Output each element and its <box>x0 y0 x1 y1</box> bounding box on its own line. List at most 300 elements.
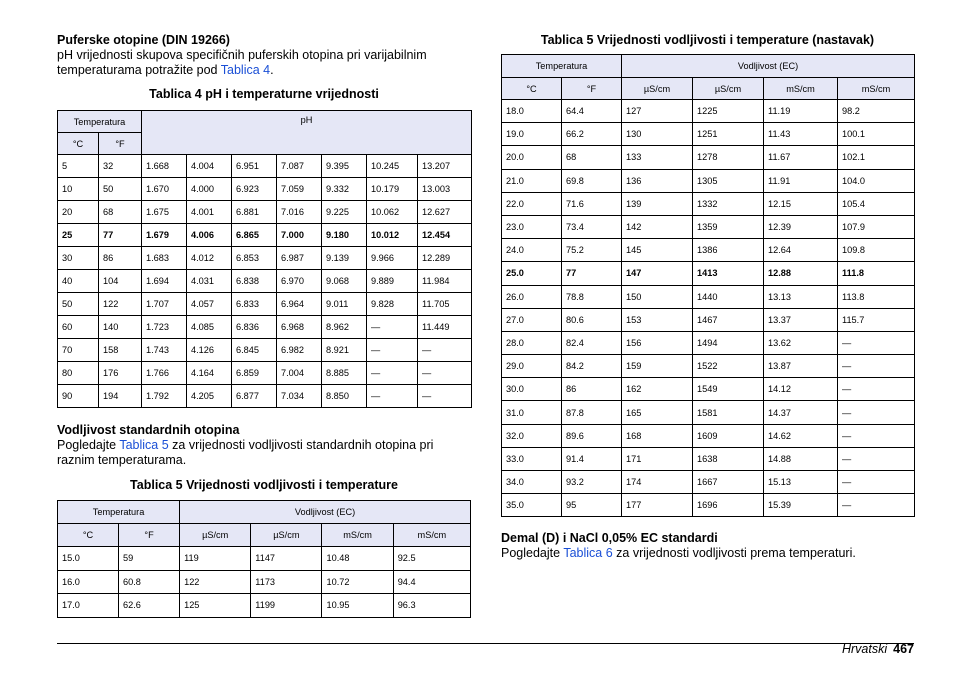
table-cell: 145 <box>622 239 693 262</box>
table-cell: 5 <box>58 155 99 178</box>
table-cell: 86 <box>562 378 622 401</box>
table-cell: 10.95 <box>322 594 393 618</box>
table-cell: 4.000 <box>187 178 232 201</box>
table-cell: 17.0 <box>58 594 119 618</box>
table-cell: 12.64 <box>764 239 838 262</box>
table-cell: 64.4 <box>562 100 622 123</box>
table-cell: 105.4 <box>838 192 915 215</box>
table-cell: 162 <box>622 378 693 401</box>
table-cell: 174 <box>622 471 693 494</box>
table-cell: 27.0 <box>502 308 562 331</box>
table-cell: — <box>367 316 418 339</box>
table-cell: 177 <box>622 494 693 517</box>
table-cell: 11.67 <box>764 146 838 169</box>
table-cell: — <box>838 471 915 494</box>
table-subheader: µS/cm <box>180 524 251 547</box>
table-cell: 139 <box>622 192 693 215</box>
table-row <box>502 285 915 308</box>
table-subheader: mS/cm <box>764 78 838 100</box>
table-row <box>58 247 472 270</box>
table-cell: 33.0 <box>502 447 562 470</box>
table-cell: 6.853 <box>232 247 277 270</box>
table-cell: 9.225 <box>322 201 367 224</box>
table-row <box>502 355 915 378</box>
table-cell: 82.4 <box>562 331 622 354</box>
table-cell: 9.180 <box>322 224 367 247</box>
table-cell: 1.707 <box>142 293 187 316</box>
table-cell: 80 <box>58 362 99 385</box>
table-cell: 16.0 <box>58 570 119 594</box>
table-cell: 9.139 <box>322 247 367 270</box>
table-cell: 4.205 <box>187 385 232 408</box>
table-cell: 1638 <box>693 447 764 470</box>
table-cell: 158 <box>99 339 142 362</box>
table-cell: 30.0 <box>502 378 562 401</box>
table-cell: 7.004 <box>277 362 322 385</box>
table-cell: 1.675 <box>142 201 187 224</box>
link-table-4[interactable]: Tablica 4 <box>220 63 271 77</box>
table-cell: — <box>838 355 915 378</box>
table-cell: 70 <box>58 339 99 362</box>
table-cell: 28.0 <box>502 331 562 354</box>
table-cell: 12.454 <box>418 224 472 247</box>
table-cell: 1147 <box>251 547 322 571</box>
table-cell: 35.0 <box>502 494 562 517</box>
table-cell: 115.7 <box>838 308 915 331</box>
table-cell: 10.012 <box>367 224 418 247</box>
table-row <box>58 270 472 293</box>
table-cell: 133 <box>622 146 693 169</box>
table-row <box>502 378 915 401</box>
table4 <box>57 110 472 408</box>
table-cell: 93.2 <box>562 471 622 494</box>
table-cell: — <box>838 378 915 401</box>
table-cell: 1251 <box>693 123 764 146</box>
table-cell: 1.683 <box>142 247 187 270</box>
table-cell: 1.792 <box>142 385 187 408</box>
table4-sub-celsius: °C <box>58 133 99 155</box>
table-cell: 7.000 <box>277 224 322 247</box>
table-cell: 21.0 <box>502 169 562 192</box>
table-cell: 10.48 <box>322 547 393 571</box>
table-cell: 34.0 <box>502 471 562 494</box>
table-cell: 14.37 <box>764 401 838 424</box>
table-cell: 125 <box>180 594 251 618</box>
table-cell: 50 <box>99 178 142 201</box>
table-cell: 69.8 <box>562 169 622 192</box>
table-cell: 6.923 <box>232 178 277 201</box>
table-cell: 10 <box>58 178 99 201</box>
table-cell: 8.850 <box>322 385 367 408</box>
table-cell: 90 <box>58 385 99 408</box>
table-cell: 1.766 <box>142 362 187 385</box>
table5 <box>57 500 471 618</box>
table-cell: 6.833 <box>232 293 277 316</box>
table-cell: 104 <box>99 270 142 293</box>
table-cell: — <box>367 385 418 408</box>
table-cell: — <box>838 331 915 354</box>
table-subheader: °F <box>562 78 622 100</box>
table-cell: 104.0 <box>838 169 915 192</box>
table-subheader: °C <box>58 524 119 547</box>
table-cell: 176 <box>99 362 142 385</box>
table-cell: 8.921 <box>322 339 367 362</box>
table-cell: 7.087 <box>277 155 322 178</box>
table-cell: 9.332 <box>322 178 367 201</box>
table-cell: 119 <box>180 547 251 571</box>
table-cell: 1305 <box>693 169 764 192</box>
table-cell: 6.859 <box>232 362 277 385</box>
table-cell: 1494 <box>693 331 764 354</box>
table-cell: 60 <box>58 316 99 339</box>
table-subheader: mS/cm <box>322 524 393 547</box>
table-cell: 13.37 <box>764 308 838 331</box>
table-cell: 9.889 <box>367 270 418 293</box>
table-cell: 1549 <box>693 378 764 401</box>
table-cell: 11.984 <box>418 270 472 293</box>
table-row <box>502 146 915 169</box>
table-cell: 75.2 <box>562 239 622 262</box>
paragraph-text: Pogledajte <box>501 546 564 561</box>
table-cell: 9.966 <box>367 247 418 270</box>
table-cell: 12.39 <box>764 215 838 238</box>
table-cell: 6.968 <box>277 316 322 339</box>
table-cell: 9.395 <box>322 155 367 178</box>
table5c-header-temperature: Temperatura <box>502 55 622 78</box>
table-row <box>502 424 915 447</box>
table-cell: 1359 <box>693 215 764 238</box>
table-cell: 20 <box>58 201 99 224</box>
link-table-6[interactable]: Tablica 6 <box>563 546 613 561</box>
table-cell: 8.962 <box>322 316 367 339</box>
table-cell: 1413 <box>693 262 764 285</box>
table-cell: 80.6 <box>562 308 622 331</box>
table-cell: 1.668 <box>142 155 187 178</box>
table-cell: 122 <box>180 570 251 594</box>
table-cell: 6.987 <box>277 247 322 270</box>
table-cell: 142 <box>622 215 693 238</box>
table-cell: 156 <box>622 331 693 354</box>
table5c-header-conductivity: Vodljivost (EC) <box>622 55 915 78</box>
table-subheader: °C <box>502 78 562 100</box>
table5-caption: Tablica 5 Vrijednosti vodljivosti i temperature <box>130 478 398 492</box>
table5-continued <box>501 54 915 517</box>
table-cell: 1332 <box>693 192 764 215</box>
table-cell: 6.964 <box>277 293 322 316</box>
table-row <box>502 308 915 331</box>
table-row <box>502 401 915 424</box>
table-cell: 111.8 <box>838 262 915 285</box>
table-cell: 12.627 <box>418 201 472 224</box>
table-row <box>502 447 915 470</box>
table-cell: 18.0 <box>502 100 562 123</box>
table-cell: 168 <box>622 424 693 447</box>
table-cell: 4.012 <box>187 247 232 270</box>
table-cell: 13.207 <box>418 155 472 178</box>
table-cell: 66.2 <box>562 123 622 146</box>
table-row <box>502 215 915 238</box>
paragraph-demal <box>501 546 914 561</box>
table-cell: 1.670 <box>142 178 187 201</box>
table-cell: 25 <box>58 224 99 247</box>
table-row <box>502 192 915 215</box>
paragraph-text-end: . <box>270 63 274 77</box>
table-cell: 171 <box>622 447 693 470</box>
table-cell: 100.1 <box>838 123 915 146</box>
table-cell: 1667 <box>693 471 764 494</box>
table-cell: 11.91 <box>764 169 838 192</box>
table-cell: 6.865 <box>232 224 277 247</box>
table-cell: 31.0 <box>502 401 562 424</box>
table-cell: 19.0 <box>502 123 562 146</box>
table-row <box>58 547 471 571</box>
table-cell: 1225 <box>693 100 764 123</box>
table-cell: 12.88 <box>764 262 838 285</box>
table-row <box>58 594 471 618</box>
table-cell: 6.836 <box>232 316 277 339</box>
left-column <box>57 33 471 618</box>
paragraph-buffer <box>57 48 471 78</box>
table-cell: 109.8 <box>838 239 915 262</box>
table-cell: 40 <box>58 270 99 293</box>
table-cell: 12.15 <box>764 192 838 215</box>
page-number: 467 <box>893 642 914 656</box>
table4-sub-fahrenheit: °F <box>99 133 142 155</box>
table-cell: 32.0 <box>502 424 562 447</box>
table-row <box>502 494 915 517</box>
table-row <box>58 201 472 224</box>
table-row <box>502 100 915 123</box>
paragraph-text: pH vrijednosti skupova specifičnih puferskih otopina pri varijabilnim temperaturama potražite pod <box>57 48 427 77</box>
table-cell: 130 <box>622 123 693 146</box>
table-cell: 10.72 <box>322 570 393 594</box>
table-row <box>58 293 472 316</box>
table-cell: 6.838 <box>232 270 277 293</box>
table-cell: 14.88 <box>764 447 838 470</box>
table-cell: 1522 <box>693 355 764 378</box>
table-cell: 6.951 <box>232 155 277 178</box>
table-cell: 1199 <box>251 594 322 618</box>
table-cell: 14.12 <box>764 378 838 401</box>
table-cell: 92.5 <box>393 547 470 571</box>
table-row <box>58 385 472 408</box>
table-row <box>58 362 472 385</box>
table-cell: 1609 <box>693 424 764 447</box>
table-cell: 4.126 <box>187 339 232 362</box>
table-cell: 4.001 <box>187 201 232 224</box>
table-cell: 4.164 <box>187 362 232 385</box>
table-cell: 78.8 <box>562 285 622 308</box>
table-cell: 20.0 <box>502 146 562 169</box>
table-cell: 32 <box>99 155 142 178</box>
table-cell: 113.8 <box>838 285 915 308</box>
table-cell: 1278 <box>693 146 764 169</box>
table-cell: 22.0 <box>502 192 562 215</box>
paragraph-text-end: za vrijednosti vodljivosti prema temperaturi. <box>612 546 856 561</box>
table-cell: 194 <box>99 385 142 408</box>
table-cell: 23.0 <box>502 215 562 238</box>
table-row <box>58 178 472 201</box>
table-cell: 1696 <box>693 494 764 517</box>
table4-header-temperature: Temperatura <box>58 111 142 133</box>
table4-header-ph: pH <box>142 111 472 155</box>
table-cell: 1.694 <box>142 270 187 293</box>
table-cell: 153 <box>622 308 693 331</box>
table-cell: 102.1 <box>838 146 915 169</box>
table-cell: 89.6 <box>562 424 622 447</box>
footer-divider <box>57 643 914 644</box>
table-cell: 7.034 <box>277 385 322 408</box>
table5-continued-caption: Tablica 5 Vrijednosti vodljivosti i temperature (nastavak) <box>540 33 875 47</box>
table-cell: — <box>418 362 472 385</box>
table-cell: 13.62 <box>764 331 838 354</box>
heading-conductivity-standards: Vodljivost standardnih otopina <box>57 423 240 437</box>
table-cell: 29.0 <box>502 355 562 378</box>
table-cell: — <box>838 401 915 424</box>
table-cell: 1173 <box>251 570 322 594</box>
table-subheader: µS/cm <box>693 78 764 100</box>
table-cell: 4.006 <box>187 224 232 247</box>
table-cell: 7.016 <box>277 201 322 224</box>
table-cell: 6.881 <box>232 201 277 224</box>
table-cell: 15.13 <box>764 471 838 494</box>
table-cell: 15.39 <box>764 494 838 517</box>
table-cell: — <box>418 339 472 362</box>
table-subheader: mS/cm <box>393 524 470 547</box>
table-cell: 4.057 <box>187 293 232 316</box>
table-cell: 95 <box>562 494 622 517</box>
table-cell: 6.970 <box>277 270 322 293</box>
table-row <box>58 155 472 178</box>
table-cell: 10.062 <box>367 201 418 224</box>
table5-header-temperature: Temperatura <box>58 501 180 524</box>
footer-language: Hrvatski <box>841 642 888 656</box>
table-cell: — <box>838 447 915 470</box>
table-cell: 4.085 <box>187 316 232 339</box>
paragraph-conductivity <box>57 438 471 468</box>
table-cell: 98.2 <box>838 100 915 123</box>
table-cell: 96.3 <box>393 594 470 618</box>
table-cell: 10.179 <box>367 178 418 201</box>
table-cell: 68 <box>99 201 142 224</box>
table5-header-conductivity: Vodljivost (EC) <box>180 501 471 524</box>
table-cell: 24.0 <box>502 239 562 262</box>
table-cell: 1.679 <box>142 224 187 247</box>
table-cell: 6.845 <box>232 339 277 362</box>
table-cell: 14.62 <box>764 424 838 447</box>
table-cell: 127 <box>622 100 693 123</box>
table-cell: 1467 <box>693 308 764 331</box>
table-cell: 50 <box>58 293 99 316</box>
table4-caption: Tablica 4 pH i temperaturne vrijednosti <box>149 87 379 101</box>
table-cell: 94.4 <box>393 570 470 594</box>
table-cell: 59 <box>119 547 180 571</box>
table-cell: 4.004 <box>187 155 232 178</box>
table-subheader: µS/cm <box>622 78 693 100</box>
table-cell: 7.059 <box>277 178 322 201</box>
link-table-5[interactable]: Tablica 5 <box>119 438 169 452</box>
table-cell: 15.0 <box>58 547 119 571</box>
table-cell: 150 <box>622 285 693 308</box>
table-cell: 165 <box>622 401 693 424</box>
table-cell: 25.0 <box>502 262 562 285</box>
table-cell: 91.4 <box>562 447 622 470</box>
table-subheader: µS/cm <box>251 524 322 547</box>
table-cell: 1581 <box>693 401 764 424</box>
table-cell: — <box>418 385 472 408</box>
table-cell: 9.011 <box>322 293 367 316</box>
table-cell: 9.828 <box>367 293 418 316</box>
table-cell: 11.449 <box>418 316 472 339</box>
table-cell: 71.6 <box>562 192 622 215</box>
table-cell: — <box>367 362 418 385</box>
table-row <box>502 169 915 192</box>
table-cell: 147 <box>622 262 693 285</box>
page-footer <box>842 642 914 656</box>
table-row <box>58 224 472 247</box>
table-row <box>502 471 915 494</box>
table-cell: 68 <box>562 146 622 169</box>
table-cell: 84.2 <box>562 355 622 378</box>
table-cell: 4.031 <box>187 270 232 293</box>
table-row <box>502 239 915 262</box>
table-row <box>58 339 472 362</box>
table-cell: 136 <box>622 169 693 192</box>
table-row <box>502 331 915 354</box>
table-subheader: °F <box>119 524 180 547</box>
table-cell: 77 <box>99 224 142 247</box>
table-cell: 9.068 <box>322 270 367 293</box>
table-cell: 12.289 <box>418 247 472 270</box>
heading-demal-nacl: Demal (D) i NaCl 0,05% EC standardi <box>501 531 718 546</box>
table-cell: 86 <box>99 247 142 270</box>
table-cell: 6.877 <box>232 385 277 408</box>
right-column <box>501 33 914 561</box>
table-cell: 159 <box>622 355 693 378</box>
table-cell: 11.19 <box>764 100 838 123</box>
table-cell: 30 <box>58 247 99 270</box>
table-cell: 1386 <box>693 239 764 262</box>
table-row <box>502 123 915 146</box>
table-cell: 87.8 <box>562 401 622 424</box>
heading-buffer-solutions: Puferske otopine (DIN 19266) <box>57 33 230 47</box>
table-cell: 77 <box>562 262 622 285</box>
table-cell: 13.13 <box>764 285 838 308</box>
paragraph-text-end: za vrijednosti vodljivosti standardnih otopina pri raznim temperaturama. <box>57 438 434 467</box>
table-cell: 13.003 <box>418 178 472 201</box>
table-cell: 140 <box>99 316 142 339</box>
table-cell: 8.885 <box>322 362 367 385</box>
table-row <box>58 316 472 339</box>
table-cell: 122 <box>99 293 142 316</box>
paragraph-text: Pogledajte <box>57 438 120 452</box>
table-cell: 60.8 <box>119 570 180 594</box>
table-cell: — <box>838 424 915 447</box>
table-cell: 11.43 <box>764 123 838 146</box>
table-subheader: mS/cm <box>838 78 915 100</box>
table-cell: 1440 <box>693 285 764 308</box>
table-cell: 62.6 <box>119 594 180 618</box>
table-row <box>58 570 471 594</box>
table-cell: — <box>838 494 915 517</box>
table-cell: 13.87 <box>764 355 838 378</box>
table-cell: 11.705 <box>418 293 472 316</box>
table-cell: 73.4 <box>562 215 622 238</box>
table-cell: 1.723 <box>142 316 187 339</box>
table-cell: 26.0 <box>502 285 562 308</box>
table-cell: 107.9 <box>838 215 915 238</box>
table-cell: — <box>367 339 418 362</box>
